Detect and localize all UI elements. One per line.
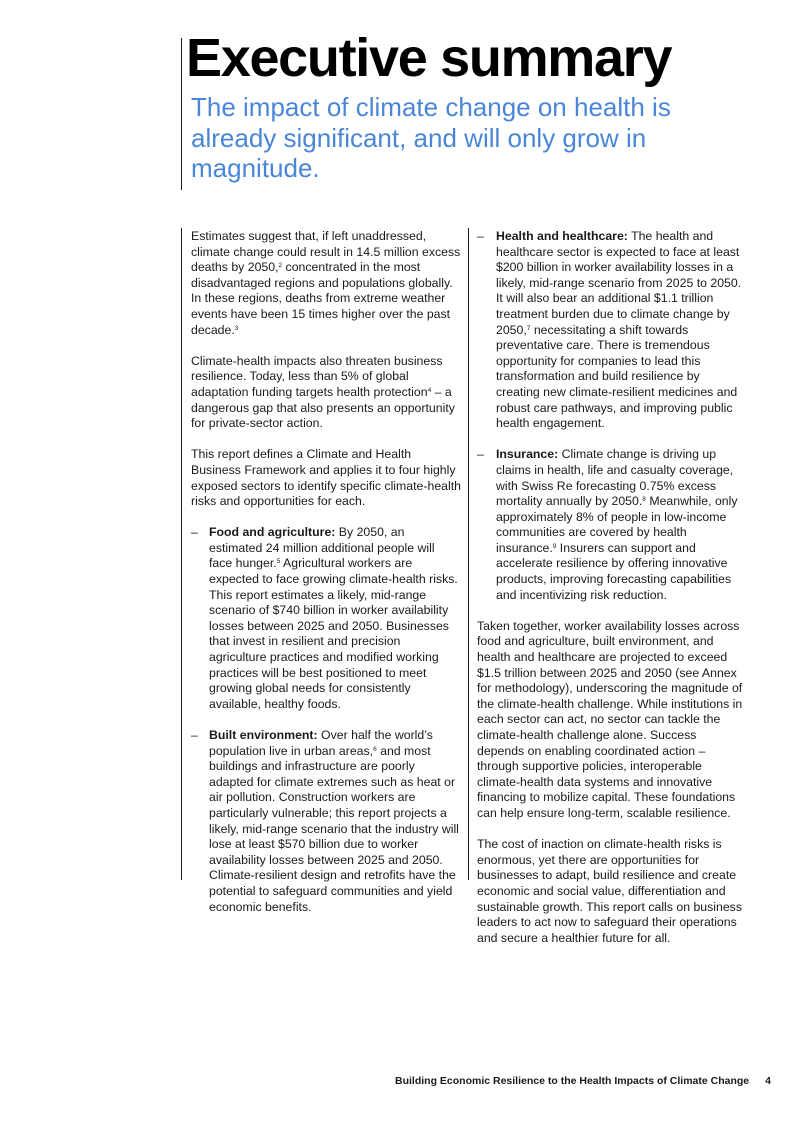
footnote-ref: 2	[278, 262, 283, 270]
bullet-health-healthcare: – Health and healthcare: The health and healthcare sector is expected to face at least $200 billion in worker availability losses in a likely, mid-range scenario from 2025 to 2050. It will also bear an additional $1.1 trillion treatment burden due to climate change by 2050,$^7$ necessitating a shift towards preventative care. There is tremendous opportunity for companies to lead this transformation and build resilience by creating new climate-resilient medicines and robust care pathways, and improving public health engagement.	[477, 229, 742, 431]
footnote-ref: 8	[642, 496, 646, 504]
footnote-ref: 9	[552, 542, 557, 550]
right-column-rule	[468, 228, 469, 880]
bullet-dash: –	[477, 447, 484, 462]
footer-title: Building Economic Resilience to the Health Impacts of Climate Change	[395, 1075, 750, 1087]
page-subtitle: The impact of climate change on health is already significant, and will only grow in magnitude.	[191, 92, 671, 183]
bullet-heading: Food and agriculture:	[209, 525, 336, 540]
paragraph-business-resilience: Climate-health impacts also threaten business resilience. Today, less than 5% of global adaptation funding targets health protection$^4$ – a dangerous gap that also presents an opportunity for private-sector action.	[191, 353, 455, 431]
paragraph-cost-of-inaction: The cost of inaction on climate-health risks is enormous, yet there are opportunities for businesses to adapt, build resilience and create economic and social value, differentiation and sustainable growth. This report calls on business leaders to act now to safeguard their operations and secure a healthier future for all.	[477, 837, 742, 945]
footnote-ref: 6	[373, 745, 377, 753]
right-column	[477, 229, 745, 962]
paragraph-excess-deaths: Estimates suggest that, if left unaddressed, climate change could result in 14.5 million excess deaths by 2050,$^2$ concentrated in the most disadvantaged regions and populations globally. In these regions, deaths from extreme weather events have been 15 times higher over the past decade.$^3$	[191, 229, 461, 337]
left-column-rule	[181, 228, 182, 880]
title-rule	[181, 38, 182, 190]
bullet-dash: –	[191, 728, 198, 742]
bullet-heading: Built environment:	[209, 728, 318, 742]
bullet-built-environment: – Built environment: Over half the world’s population live in urban areas,$^6$ and most buildings and infrastructure are poorly adapted for climate extremes such as heat or air pollution. Construction workers are particularly vulnerable; this report projects a likely, mid-range scenario that the industry will lose at least $570 billion due to worker availability losses between 2025 and 2050. Climate-resilient design and retrofits have the potential to safeguard communities and yield economic benefits.	[191, 728, 459, 914]
paragraph-framework: This report defines a Climate and Health Business Framework and applies it to four highly exposed sectors to identify specific climate-health risks and opportunities for each.	[191, 447, 461, 509]
bullet-dash: –	[477, 229, 484, 243]
footnote-ref: 4	[427, 386, 432, 394]
paragraph-taken-together: Taken together, worker availability losses across food and agriculture, built environment, and health and healthcare are projected to exceed $1.5 trillion between 2025 and 2050 (see Annex for methodology), underscoring the magnitude of the climate-health challenge. While institutions in each sector can act, no sector can tackle the climate-health challenge alone. Success depends on enabling coordinated action – through supportive policies, interoperable climate-health data systems and innovative financing to mobilize capital. These foundations can help ensure long-term, scalable resilience.	[477, 618, 743, 820]
page-number: 4	[765, 1075, 771, 1087]
bullet-dash: –	[191, 525, 198, 540]
bullet-heading: Insurance:	[496, 447, 559, 462]
bullet-insurance: – Insurance: Climate change is driving up claims in health, life and casualty coverage, with Swiss Re forecasting 0.75% excess mortality annually by 2050.$^8$ Meanwhile, only approximately 8% of people in low-income communities are covered by health insurance.$^9$ Insurers can support and accelerate resilience by offering innovative products, improving forecasting capabilities and incentivizing risk reduction.	[477, 447, 738, 602]
footnote-ref: 3	[234, 324, 239, 332]
left-column	[191, 229, 461, 931]
bullet-food-agriculture: – Food and agriculture: By 2050, an estimated 24 million additional people will face hunger.$^5$ Agricultural workers are expected to face growing climate-health risks. This report estimates a likely, mid-range scenario of $740 billion in worker availability losses between 2025 and 2050. Businesses that invest in resilient and precision agriculture practices and modified working practices will be best positioned to meet growing global needs for consistently available, healthy foods.	[191, 525, 458, 711]
bullet-heading: Health and healthcare:	[496, 229, 628, 243]
page-footer	[395, 1075, 771, 1087]
page-title: Executive summary	[186, 28, 672, 88]
footnote-ref: 7	[526, 324, 531, 332]
footnote-ref: 5	[276, 558, 281, 566]
